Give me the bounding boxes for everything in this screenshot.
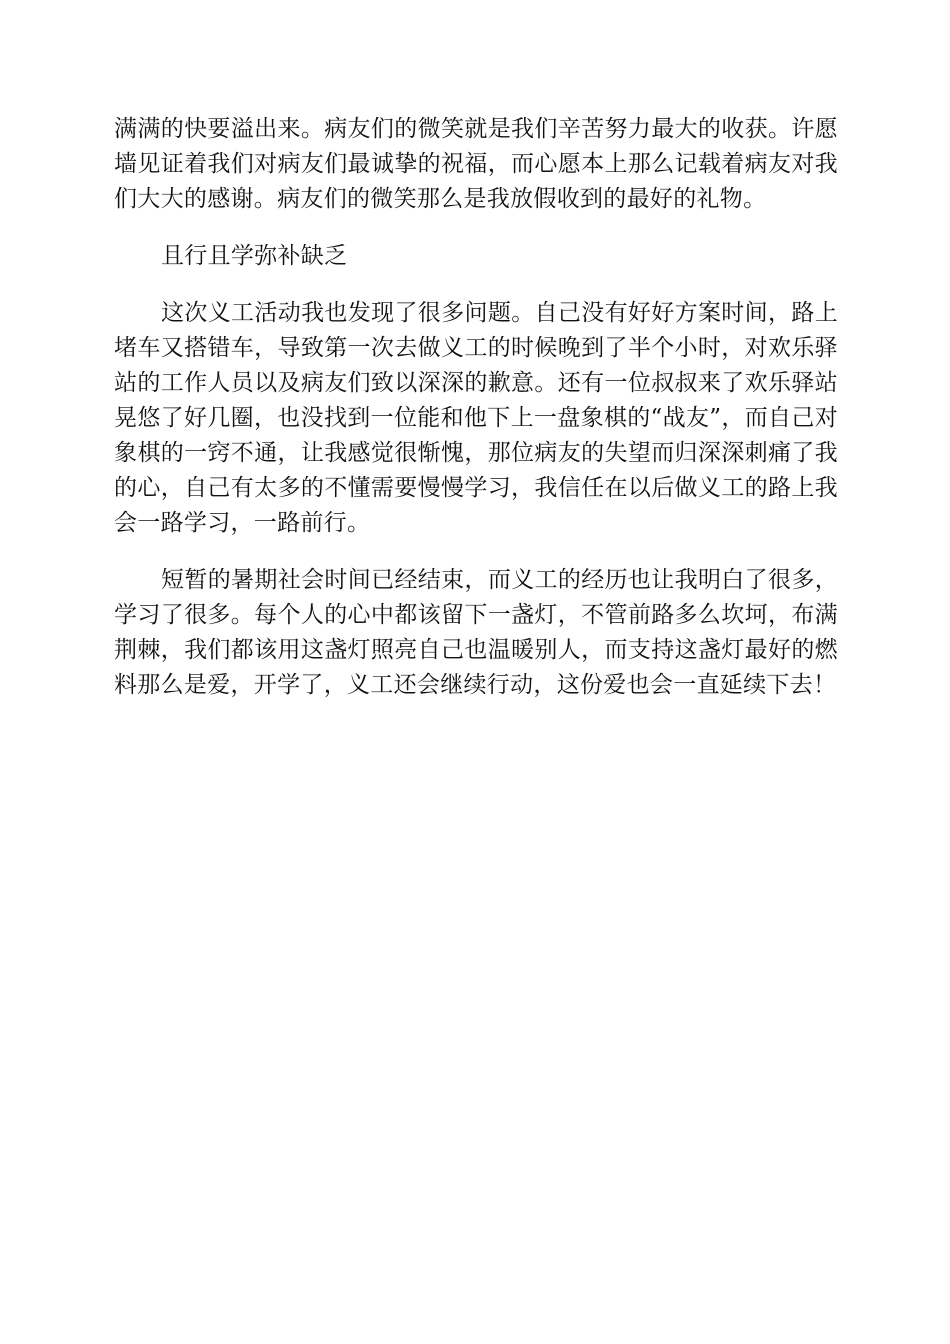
paragraph-problems: 这次义工活动我也发现了很多问题。自己没有好好方案时间，路上堵车又搭错车，导致第一次去做义工的时候晚到了半个小时，对欢乐驿站的工作人员以及病友们致以深深的歉意。还有一位叔叔来了欢乐驿站晃悠了好几圈，也没找到一位能和他下上一盘象棋的“战友”，而自己对象棋的一窍不通，让我感觉很惭愧，那位病友的失望而归深深刺痛了我的心，自己有太多的不懂需要慢慢学习，我信任在以后做义工的路上我会一路学习，一路前行。 (114, 300, 838, 536)
paragraph-conclusion: 短暂的暑期社会时间已经结束，而义工的经历也让我明白了很多，学习了很多。每个人的心中都该留下一盏灯，不管前路多么坎坷，布满荆棘，我们都该用这盏灯照亮自己也温暖别人，而支持这盏灯最好的燃料那么是爱，开学了，义工还会继续行动，这份爱也会一直延续下去！ (114, 567, 838, 698)
section-heading: 且行且学弥补缺乏 (161, 243, 348, 269)
document-body (114, 112, 838, 703)
paragraph-continuation: 满满的快要溢出来。病友们的微笑就是我们辛苦努力最大的收获。许愿墙见证着我们对病友们最诚挚的祝福，而心愿本上那么记载着病友对我们大大的感谢。病友们的微笑那么是我放假收到的最好的礼物。 (114, 116, 838, 212)
